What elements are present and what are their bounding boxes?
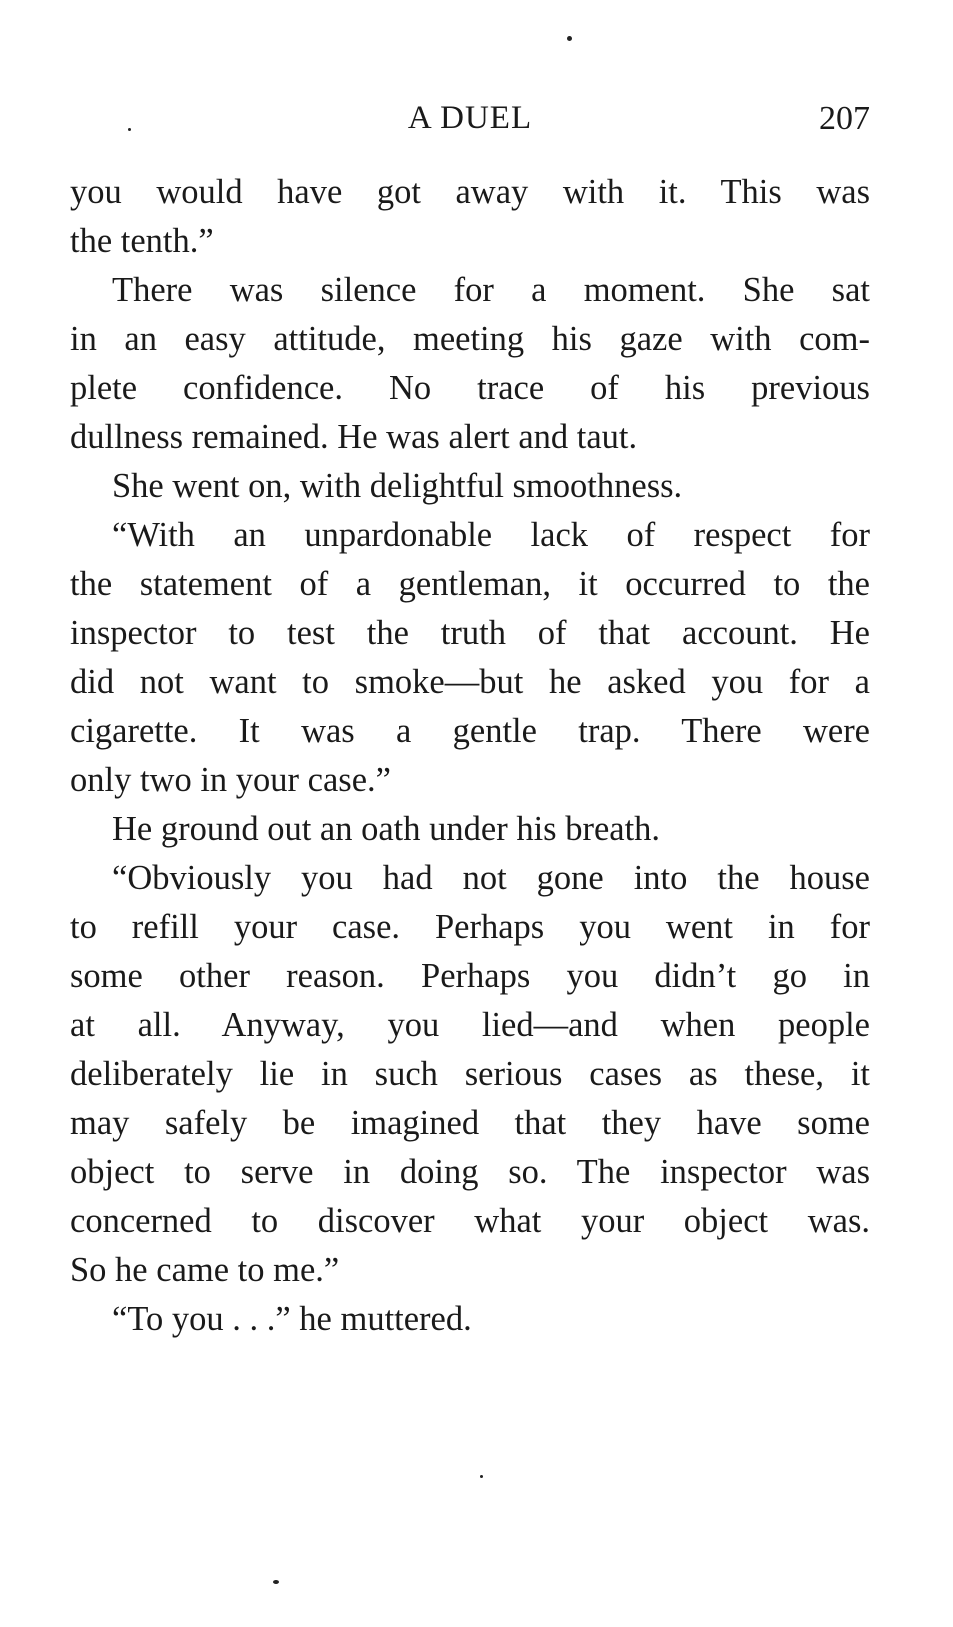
- page-body: [70, 168, 870, 1344]
- ink-speck: [480, 1475, 483, 1478]
- ink-speck: [273, 1580, 279, 1584]
- text-line: to refill your case. Perhaps you went in for: [70, 908, 870, 946]
- text-line: inspector to test the truth of that account. He: [70, 614, 870, 652]
- text-line: She went on, with delightful smoothness.: [112, 467, 683, 505]
- text-line: cigarette. It was a gentle trap. There were: [70, 712, 870, 750]
- text-line: So he came to me.”: [70, 1251, 340, 1289]
- text-line: He ground out an oath under his breath.: [112, 810, 661, 848]
- text-line: did not want to smoke—but he asked you for a: [70, 663, 870, 701]
- text-line: only two in your case.”: [70, 761, 391, 799]
- text-line: dullness remained. He was alert and taut.: [70, 418, 638, 456]
- running-title: A DUEL: [407, 100, 533, 136]
- text-line: “To you . . .” he muttered.: [112, 1300, 472, 1338]
- text-line: the statement of a gentleman, it occurred to the: [70, 565, 870, 603]
- text-line: “Obviously you had not gone into the house: [112, 859, 870, 897]
- ink-speck: [567, 36, 572, 41]
- text-line: you would have got away with it. This was: [70, 173, 870, 211]
- page-number: 207: [819, 100, 870, 137]
- text-line: “With an unpardonable lack of respect for: [112, 516, 870, 554]
- text-line: deliberately lie in such serious cases as these, it: [70, 1055, 870, 1093]
- text-line: in an easy attitude, meeting his gaze with com-: [70, 320, 870, 358]
- text-line: concerned to discover what your object was.: [70, 1202, 870, 1240]
- page-header: [70, 100, 870, 150]
- text-line: the tenth.”: [70, 222, 214, 260]
- text-line: plete confidence. No trace of his previous: [70, 369, 870, 407]
- text-line: may safely be imagined that they have some: [70, 1104, 870, 1142]
- text-line: some other reason. Perhaps you didn’t go in: [70, 957, 870, 995]
- text-line: object to serve in doing so. The inspector was: [70, 1153, 870, 1191]
- text-line: There was silence for a moment. She sat: [112, 271, 870, 309]
- text-line: at all. Anyway, you lied—and when people: [70, 1006, 870, 1044]
